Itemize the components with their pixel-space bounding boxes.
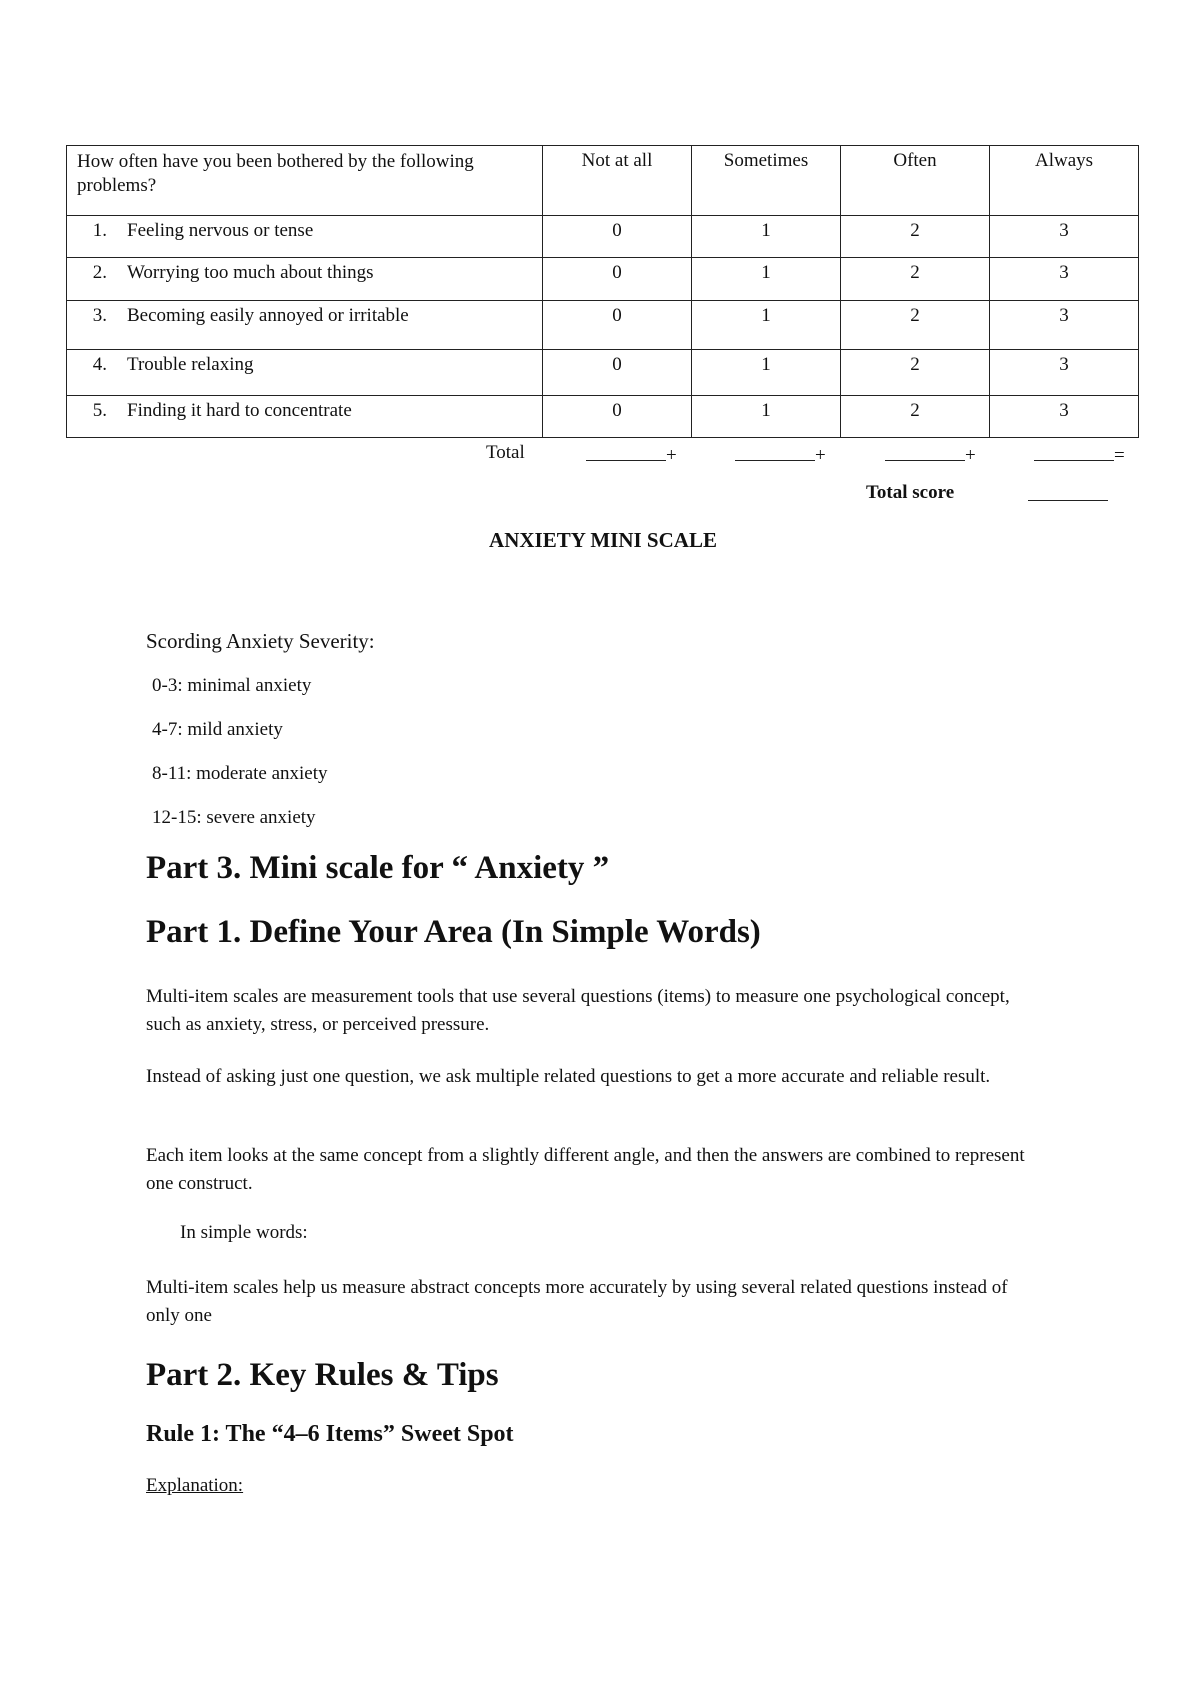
total-score-label: Total score [866,482,955,503]
item-text: Worrying too much about things [127,262,374,283]
total-field-sometimes[interactable]: + [735,442,826,467]
option-header-not-at-all: Not at all [543,146,692,216]
scale-title: ANXIETY MINI SCALE [489,528,717,552]
score-cell: 3 [990,301,1139,350]
item-text: Becoming easily annoyed or irritable [127,305,409,326]
score-cell: 2 [841,216,990,258]
part1-paragraph-4: Multi-item scales help us measure abstract concepts more accurately by using several related questions instead of only one [146,1277,1008,1326]
severity-level: 4-7: mild anxiety [152,719,283,740]
score-cell: 1 [692,350,841,396]
option-header-often: Often [841,146,990,216]
part1-paragraph-1: Multi-item scales are measurement tools that use several questions (items) to measure one psychological concept, such as anxiety, stress, or perceived pressure. [146,986,1010,1035]
item-text: Feeling nervous or tense [127,220,314,241]
severity-level: 0-3: minimal anxiety [152,675,312,696]
score-cell: 2 [841,350,990,396]
total-score-field[interactable] [1028,482,1108,506]
item-number: 2. [92,262,107,283]
score-cell: 3 [990,350,1139,396]
question-header: How often have you been bothered by the following problems? [67,146,543,216]
item-text: Trouble relaxing [127,354,254,375]
item-number: 4. [92,354,107,375]
item-number: 1. [92,220,107,241]
item-number: 5. [92,400,107,421]
score-cell: 0 [543,350,692,396]
part1-paragraph-3: Each item looks at the same concept from a slightly different angle, and then the answers are combined to represent one construct. [146,1145,1025,1194]
total-field-often[interactable]: + [885,442,976,467]
item-number: 3. [92,305,107,326]
table-row [67,258,1139,301]
score-cell: 2 [841,258,990,301]
score-cell: 1 [692,258,841,301]
part3-heading: Part 3. Mini scale for “ Anxiety ” [146,850,610,886]
explanation-label: Explanation: [146,1475,244,1496]
score-cell: 2 [841,301,990,350]
rule1-heading: Rule 1: The “4–6 Items” Sweet Spot [146,1421,514,1447]
score-cell: 0 [543,396,692,438]
score-cell: 1 [692,301,841,350]
anxiety-scale-table [66,145,1139,438]
option-header-always: Always [990,146,1139,216]
item-text: Finding it hard to concentrate [127,400,352,421]
table-header-row [67,146,1139,216]
severity-level: 12-15: severe anxiety [152,807,316,828]
severity-level: 8-11: moderate anxiety [152,763,328,784]
score-cell: 0 [543,258,692,301]
score-cell: 1 [692,216,841,258]
table-row [67,216,1139,258]
part2-heading: Part 2. Key Rules & Tips [146,1357,499,1393]
total-field-not-at-all[interactable]: + [586,442,677,467]
total-field-always[interactable]: = [1034,442,1125,467]
table-row [67,350,1139,396]
scoring-heading: Scording Anxiety Severity: [146,629,375,653]
part1-paragraph-2: Instead of asking just one question, we ask multiple related questions to get a more accurate and reliable result. [146,1066,991,1087]
score-cell: 0 [543,216,692,258]
score-cell: 3 [990,396,1139,438]
score-cell: 2 [841,396,990,438]
total-label: Total [486,442,525,463]
part1-heading: Part 1. Define Your Area (In Simple Words) [146,914,761,950]
option-header-sometimes: Sometimes [692,146,841,216]
table-row [67,301,1139,350]
score-cell: 0 [543,301,692,350]
table-row [67,396,1139,438]
score-cell: 1 [692,396,841,438]
score-cell: 3 [990,216,1139,258]
simple-words-label: In simple words: [180,1222,308,1243]
score-cell: 3 [990,258,1139,301]
